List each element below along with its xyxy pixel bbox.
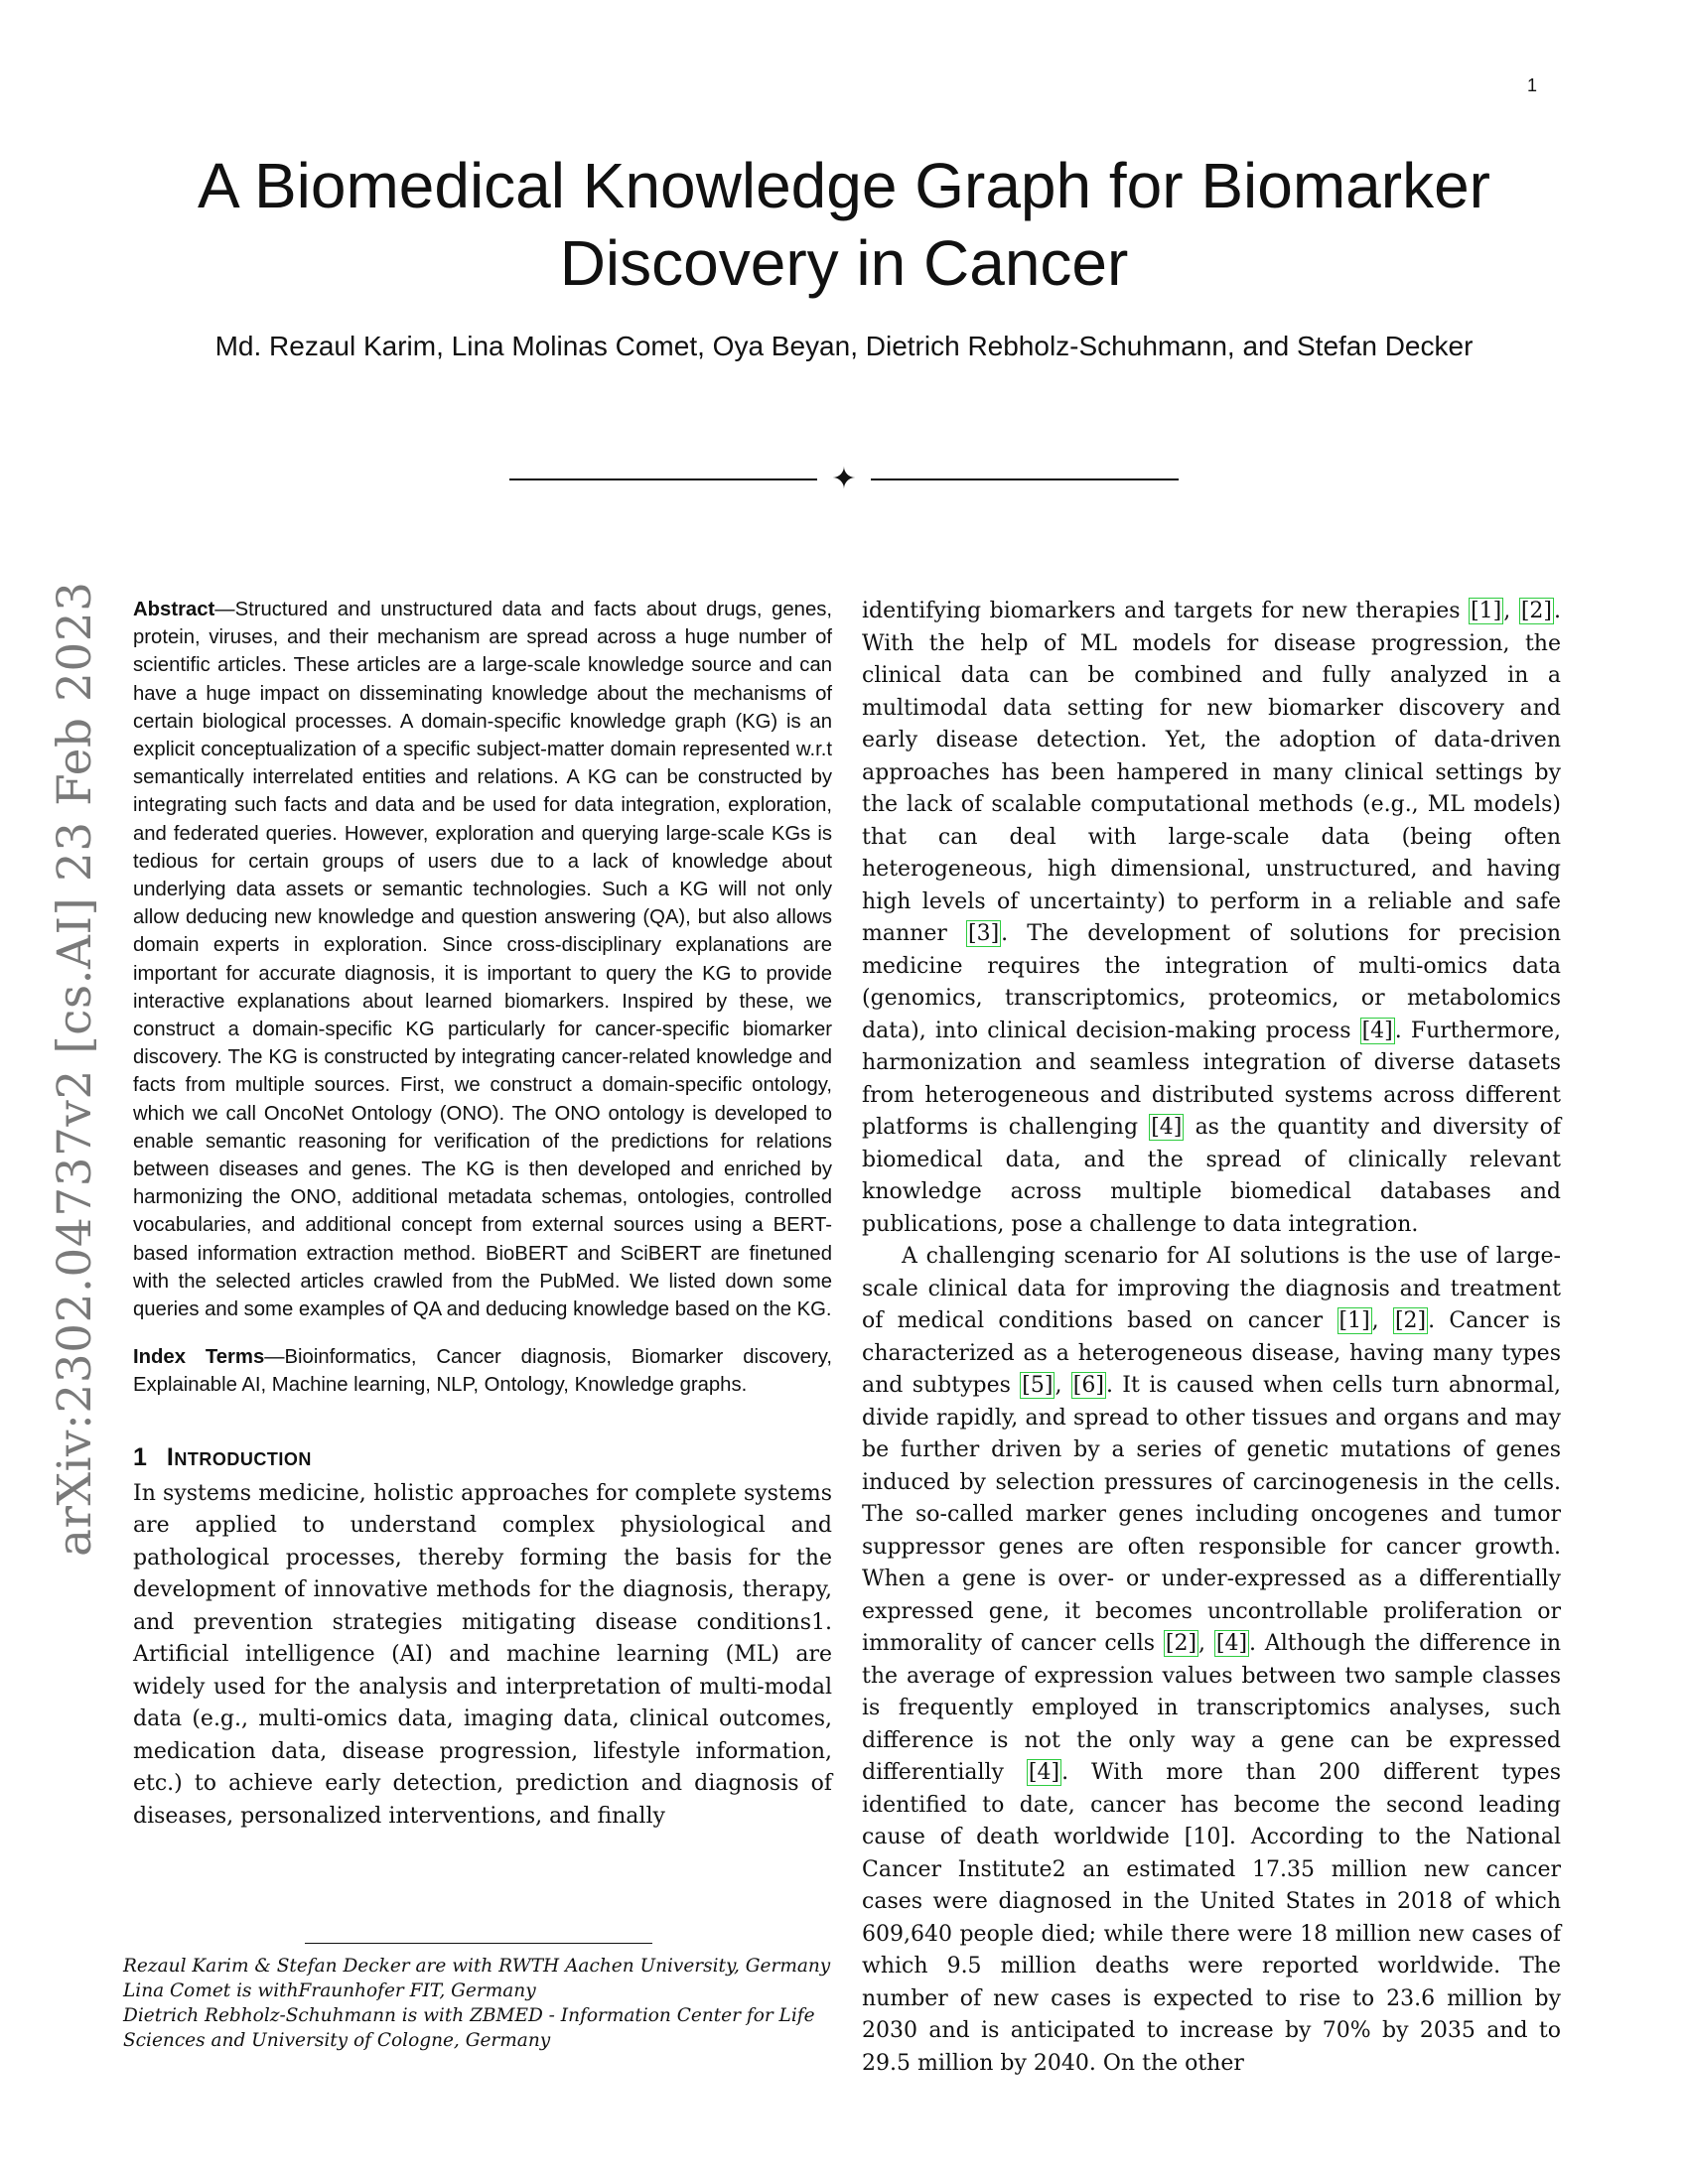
citation-link[interactable]: [4] (1028, 1760, 1060, 1785)
abstract (133, 596, 832, 1323)
footnote-rule (305, 1943, 652, 1944)
citation-link[interactable]: [6] (1072, 1373, 1104, 1398)
divider-line-left (509, 478, 817, 480)
citation-link[interactable]: [5] (1022, 1373, 1054, 1398)
left-column (133, 596, 832, 1833)
index-terms-text: —Bioinformatics, Cancer diagnosis, Biomarker discovery, Explainable AI, Machine learning, NLP, Ontology, Knowledge graphs. (133, 1346, 832, 1397)
footnote-affiliation: Dietrich Rebholz-Schuhmann is with ZBMED - Information Center for Life Sciences and University of Cologne, Germany (123, 2005, 815, 2051)
footnote-affiliation: Rezaul Karim & Stefan Decker are with RWTH Aachen University, Germany (123, 1956, 831, 1977)
right-column (862, 596, 1561, 2080)
citation-link[interactable]: [2] (1394, 1308, 1427, 1333)
citation-link[interactable]: [4] (1215, 1631, 1248, 1656)
footnotes (123, 1954, 838, 2053)
index-terms-label: Index Terms (133, 1346, 265, 1369)
footnote-affiliation: Lina Comet is withFraunhofer FIT, Germany (123, 1980, 536, 2001)
citation-link[interactable]: [4] (1151, 1115, 1183, 1140)
citation-link[interactable]: [2] (1520, 599, 1552, 623)
index-terms (133, 1343, 832, 1399)
citation-link[interactable]: [1] (1338, 1308, 1370, 1333)
section-title: Introduction (166, 1442, 312, 1471)
page-number: 1 (1526, 75, 1537, 95)
abstract-text: —Structured and unstructured data and facts about drugs, genes, protein, viruses, and their mechanism are spread across a huge number of scientific articles. These articles are a large-scale knowledge source and can have a huge impact on disseminating knowledge about the mechanisms of certain biological processes. A domain-specific knowledge graph (KG) is an explicit conceptualization of a specific subject-matter domain represented w.r.t semantically interrelated entities and relations. A KG can be constructed by integrating such facts and data and be used for data integration, exploration, and federated queries. However, exploration and querying large-scale KGs is tedious for certain groups of users due to a lack of knowledge about underlying data assets or semantic technologies. Such a KG will not only allow deducing new knowledge and question answering (QA), but also allows domain experts in exploration. Since cross-disciplinary explanations are important for accurate diagnosis, it is important to query the KG to provide interactive explanations about learned biomarkers. Inspired by these, we construct a domain-specific KG particularly for cancer-specific biomarker discovery. The KG is constructed by integrating cancer-related knowledge and facts from multiple sources. First, we construct a domain-specific ontology, which we call OncoNet Ontology (ONO). The ONO ontology is developed to enable semantic reasoning for verification of the predictions for relations between diseases and genes. The KG is then developed and enriched by harmonizing the ONO, additional metadata schemas, ontologies, controlled vocabularies, and additional concept from external sources using a BERT-based information extraction method. BioBERT and SciBERT are finetuned with the selected articles crawled from the PubMed. We listed down some queries and some examples of QA and deducing knowledge based on the KG. (133, 599, 832, 1321)
arxiv-identifier-watermark: arXiv:2302.04737v2 [cs.AI] 23 Feb 2023 (48, 581, 102, 1557)
citation-link[interactable]: [4] (1361, 1018, 1393, 1043)
divider-star-icon: ✦ (831, 462, 857, 496)
author-list: Md. Rezaul Karim, Lina Molinas Comet, Oya Beyan, Dietrich Rebholz-Schuhmann, and Stefan Decker (214, 331, 1474, 361)
citation-link[interactable]: [1] (1471, 599, 1502, 623)
abstract-label: Abstract (133, 599, 215, 620)
paper-title: A Biomedical Knowledge Graph for Biomarker Discovery in Cancer (198, 150, 1490, 299)
intro-paragraph-right-2: A challenging scenario for AI solutions is the use of large-scale clinical data for improving the diagnosis and treatment of medical conditions based on cancer [1], [2]. Cancer is characterized as a heterogeneous disease, having many types and subtypes [5], [6]. It is caused when cells turn abnormal, divide rapidly, and spread to other tissues and organs and may be further driven by a series of genetic mutations of genes induced by selection pressures of carcinogenesis in the cells. The so-called marker genes including oncogenes and tumor suppressor genes are often responsible for cancer growth. When a gene is over- or under-expressed as a differentially expressed gene, it becomes uncontrollable proliferation or immorality of cancer cells [2], [4]. Although the difference in the average of expression values between two sample classes is frequently employed in transcriptomics analyses, such difference is not the only way a gene can be expressed differentially [4]. With more than 200 different types identified to date, cancer has become the second leading cause of death worldwide [10]. According to the National Cancer Institute2 an estimated 17.35 million new cancer cases were diagnosed in the United States in 2018 of which 609,640 people died; while there were 18 million new cases of which 9.5 million deaths were reported worldwide. The number of new cases is expected to rise to 23.6 million by 2030 and is anticipated to increase by 70% by 2035 and to 29.5 million by 2040. On the other (862, 1244, 1561, 2076)
citation-link[interactable]: [2] (1165, 1631, 1197, 1656)
section-heading-introduction (133, 1443, 832, 1472)
intro-paragraph-left: In systems medicine, holistic approaches for complete systems are applied to understand complex physiological and pathological processes, thereby forming the basis for the development of innovative methods for the diagnosis, therapy, and prevention strategies mitigating disease conditions1. Artificial intelligence (AI) and machine learning (ML) are widely used for the analysis and interpretation of multi-modal data (e.g., multi-omics data, imaging data, clinical outcomes, medication data, disease progression, lifestyle information, etc.) to achieve early detection, prediction and diagnosis of diseases, personalized interventions, and finally (133, 1480, 832, 1829)
section-number: 1 (133, 1442, 147, 1471)
divider-line-right (871, 478, 1179, 480)
citation-link[interactable]: [3] (968, 921, 1000, 946)
intro-paragraph-right-1: identifying biomarkers and targets for new therapies [1], [2]. With the help of ML models for disease progression, the clinical data can be combined and fully analyzed in a multimodal data setting for new biomarker discovery and early disease detection. Yet, the adoption of data-driven approaches has been hampered in many clinical settings by the lack of scalable computational methods (e.g., ML models) that can deal with large-scale data (being often heterogeneous, high dimensional, unstructured, and having high levels of uncertainty) to perform in a reliable and safe manner [3]. The development of solutions for precision medicine requires the integration of multi-omics data (genomics, transcriptomics, proteomics, or metabolomics data), into clinical decision-making process [4]. Furthermore, harmonization and seamless integration of diverse datasets from heterogeneous and distributed systems across different platforms is challenging [4] as the quantity and diversity of biomedical data, and the spread of clinically relevant knowledge across multiple biomedical databases and publications, pose a challenge to data integration. (862, 599, 1561, 1237)
section-divider (496, 462, 1192, 496)
